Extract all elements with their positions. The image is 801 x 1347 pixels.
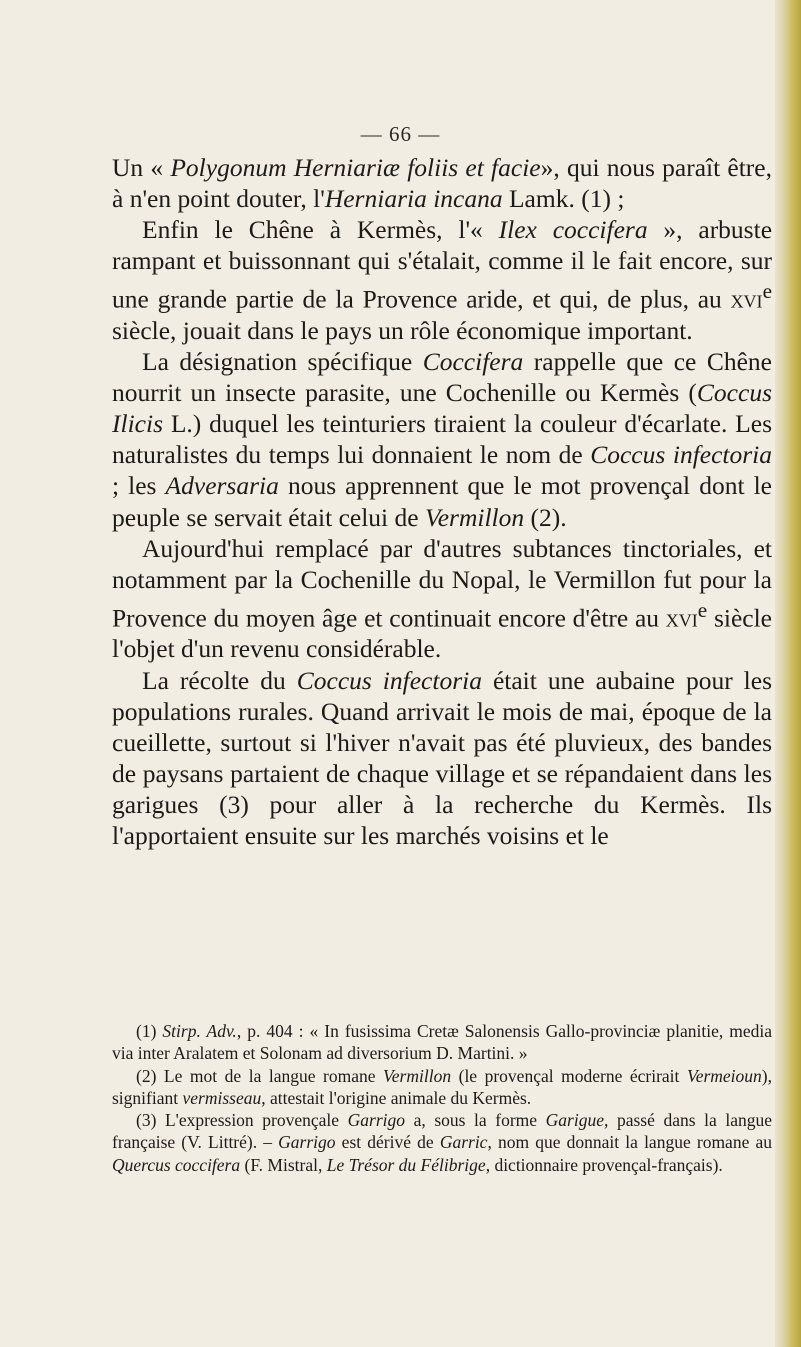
text-run: (le provençal moderne écrirait: [451, 1065, 687, 1086]
italic-text: Coccifera: [422, 347, 524, 377]
text-run: (2) Le mot de la langue romane: [136, 1065, 384, 1086]
text-run: , nom que donnait la langue romane au: [487, 1132, 773, 1153]
italic-text: Coccus Ilicis: [112, 378, 772, 439]
italic-text: Coccus infectoria: [296, 665, 482, 695]
italic-text: Polygonum Herniariæ foliis et facie: [170, 153, 541, 182]
italic-text: vermisseau: [182, 1087, 262, 1108]
text-run: siècle l'objet d'un revenu considérable.: [112, 603, 772, 664]
text-run: xvi: [730, 284, 763, 314]
italic-text: Herniaria incana: [324, 184, 503, 214]
text-run: (1): [136, 1021, 163, 1041]
text-run: L.) duquel les teinturiers tiraient la couleur d'écarlate. Les naturalistes du temps lui donnaient le nom de: [112, 409, 772, 470]
text-run: , p. 404 : « In fusissima Cretæ Salonensis Gallo-provinciæ planitie, media via inter Aralatem et Solonam ad diversorium D. Martini. »: [112, 1021, 772, 1064]
superscript-text: e: [697, 597, 708, 622]
text-run: siècle, jouait dans le pays un rôle économique important.: [112, 315, 693, 345]
italic-text: Garric: [439, 1132, 488, 1153]
superscript-text: e: [762, 279, 772, 304]
italic-text: Ilex coccifera: [498, 215, 648, 245]
paragraph: [112, 346, 772, 533]
paragraph: [112, 214, 772, 346]
italic-text: Garrigo: [347, 1110, 406, 1131]
main-text: [112, 152, 772, 851]
footnote: [112, 1020, 772, 1065]
paragraph: [112, 665, 772, 852]
italic-text: Quercus coccifera: [112, 1154, 241, 1175]
text-run: Lamk. (1) ;: [502, 184, 625, 214]
page-edge: [775, 0, 801, 1347]
text-run: (F. Mistral,: [240, 1154, 327, 1175]
text-run: (3) L'expression provençale: [136, 1110, 348, 1131]
page-number: — 66 —: [360, 122, 441, 146]
text-run: nous apprennent que le mot provençal dont le peuple se servait était celui de: [112, 471, 772, 532]
text-run: ; les: [112, 471, 166, 501]
paragraph: [112, 152, 772, 214]
text-run: (2).: [524, 502, 567, 532]
text-run: », arbuste rampant et buissonnant qui s'étalait, comme il le fait encore, sur une grande partie de la Provence aride, et qui, de plus, au: [112, 215, 773, 314]
paragraph: [112, 533, 772, 665]
italic-text: Vermeioun: [686, 1065, 762, 1086]
italic-text: Coccus infectoria: [590, 440, 773, 470]
text-run: », qui nous paraît être, à n'en point douter, l': [112, 153, 772, 214]
text-run: ), signifiant: [112, 1065, 772, 1108]
text-run: La désignation spécifique: [142, 347, 423, 377]
italic-text: Le Trésor du Félibrige: [326, 1154, 486, 1175]
italic-text: Vermillon: [424, 502, 525, 532]
italic-text: Garigue: [545, 1110, 604, 1131]
text-run: était une aubaine pour les populations rurales. Quand arrivait le mois de mai, époque de la cueillette, surtout si l'hiver n'avait pas été pluvieux, des bandes de paysans partaient de chaque village et se répandaient dans les garigues (3) pour aller à la recherche du Kermès. Ils l'apportaient ensuite sur les marchés voisins et le: [112, 665, 772, 850]
text-run: La récolte du: [142, 665, 297, 695]
text-run: est dérivé de: [335, 1132, 440, 1153]
text-run: a, sous la forme: [405, 1110, 546, 1131]
footnotes: [112, 1020, 772, 1176]
italic-text: Stirp. Adv.: [162, 1021, 237, 1041]
text-run: Un «: [112, 153, 171, 182]
text-run: xvi: [665, 603, 698, 633]
footnote: [112, 1109, 772, 1176]
text-run: Aujourd'hui remplacé par d'autres subtances tinctoriales, et notamment par la Cochenille du Nopal, le Vermillon fut pour la Provence du moyen âge et continuait encore d'être au: [112, 533, 772, 633]
italic-text: Garrigo: [278, 1132, 336, 1153]
italic-text: Vermillon: [383, 1065, 452, 1086]
text-run: Enfin le Chêne à Kermès, l'«: [142, 215, 499, 245]
text-run: rappelle que ce Chêne nourrit un insecte parasite, une Cochenille ou Kermès (: [112, 347, 772, 408]
italic-text: Adversaria: [165, 471, 279, 501]
text-run: , dictionnaire provençal-français).: [485, 1154, 723, 1175]
footnote: [112, 1065, 772, 1110]
text-run: , passé dans la langue française (V. Littré). –: [112, 1110, 772, 1153]
text-run: , attestait l'origine animale du Kermès.: [261, 1087, 532, 1108]
